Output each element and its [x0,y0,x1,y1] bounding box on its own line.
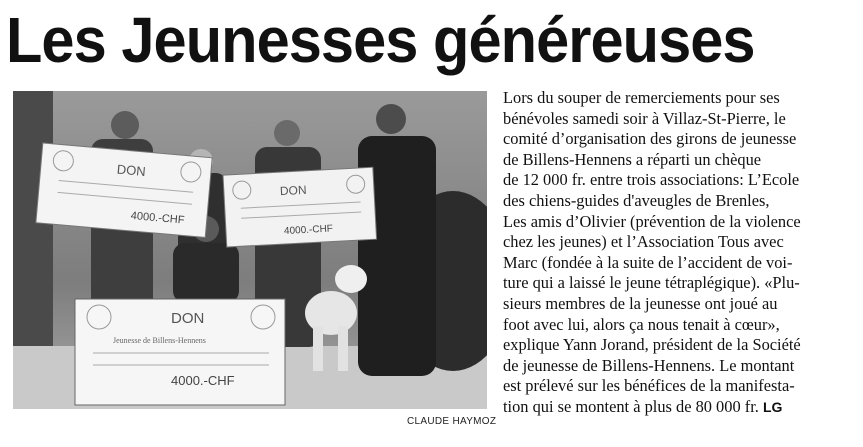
article-line: Lors du souper de remerciements pour ses [503,88,780,107]
article-line: est prélevé sur les bénéfices de la manifesta- [503,376,795,396]
article-line: de Billens-Hennens a réparti un chèque [503,149,762,169]
article-line: chez les jeunes) et l’Association Tous avec [503,232,784,252]
article-line: ture qui a laissé le jeune tétraplégique). «Plu- [503,273,800,293]
article-line: des chiens-guides d'aveugles de Brenles, [503,190,770,210]
cheque-left-title: DON [116,161,147,179]
article-line: explique Yann Jorand, président de la Société [503,335,801,355]
cheque-right-title: DON [279,182,307,199]
article-line: bénévoles samedi soir à Villaz-St-Pierre, le [503,108,786,128]
cheque-bottom-donor: Jeunesse de Billens-Hennens [113,336,206,345]
article-line-last [503,397,853,418]
headline: Les Jeunesses généreuses [6,4,755,76]
article-line: de jeunesse de Billens-Hennens. Le montant [503,355,795,375]
article-line: comité d’organisation des girons de jeunesse [503,129,797,149]
article-line: foot avec lui, alors ça nous tenait à cœur», [503,314,780,334]
news-photo [13,91,487,409]
cheque-bottom-title: DON [171,310,205,327]
cheque-right-amount: 4000.-CHF [283,223,334,238]
author-signature: LG [762,398,783,415]
cheque-left-amount: 4000.-CHF [130,209,185,227]
article-body [503,88,853,418]
cheque-bottom-amount: 4000.-CHF [171,373,235,388]
photo-credit: CLAUDE HAYMOZ [407,416,497,427]
article-line: Les amis d’Olivier (prévention de la violence [503,211,801,231]
photo-illustration [13,91,487,409]
article-line: Marc (fondée à la suite de l’accident de voi- [503,252,793,272]
article-line: tion qui se montent à plus de 80 000 fr. [503,396,759,416]
article-line: sieurs membres de la jeunesse ont joué au [503,293,778,313]
article-line: de 12 000 fr. entre trois associations: L’Ecole [503,170,800,190]
